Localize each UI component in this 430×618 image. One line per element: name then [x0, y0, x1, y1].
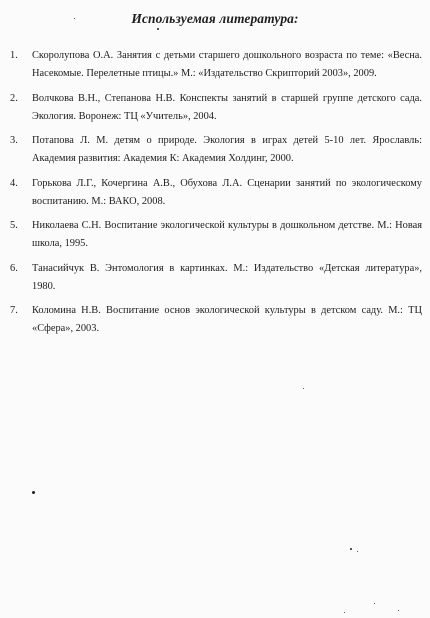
document-title: Используемая литература: — [131, 11, 299, 26]
scan-speck — [357, 551, 358, 552]
reference-number: 1. — [10, 50, 18, 61]
reference-number: 6. — [10, 262, 18, 274]
scan-speck — [374, 603, 375, 604]
reference-number: 4. — [10, 177, 18, 189]
reference-item — [10, 302, 422, 338]
scan-speck — [398, 610, 399, 611]
reference-text: Потапова Л. М. детям о природе. Экология в играх детей 5-10 лет. Ярославль: Академия развития: Академия К: Академия Холдинг, 2000. — [32, 135, 422, 164]
reference-text: Горькова Л.Г., Кочергина А.В., Обухова Л.А. Сценарии занятий по экологическому воспитанию. М.: ВАКО, 2008. — [32, 177, 422, 207]
reference-text: Николаева С.Н. Воспитание экологической культуры в дошкольном детстве. М.: Новая школа, 1995. — [32, 220, 422, 249]
reference-item — [10, 90, 422, 126]
reference-number: 2. — [10, 92, 18, 104]
reference-item — [10, 175, 422, 211]
reference-number: 5. — [10, 220, 18, 231]
reference-text: Танасийчук В. Энтомология в картинках. М.: Издательство «Детская литература», 1980. — [32, 262, 422, 292]
reference-item — [10, 260, 422, 296]
reference-number: 3. — [10, 135, 18, 146]
reference-item — [10, 47, 422, 83]
reference-text: Коломина Н.В. Воспитание основ экологической культуры в детском саду. М.: ТЦ «Сфера», 2003. — [32, 305, 422, 334]
scan-speck — [303, 388, 304, 389]
reference-item — [10, 217, 422, 253]
scan-speck — [32, 491, 35, 494]
scan-speck — [157, 28, 159, 30]
scan-speck — [344, 612, 345, 613]
reference-text: Скоролупова О.А. Занятия с детьми старшего дошкольного возраста по теме: «Весна. Насекомые. Перелетные птицы.» М.: «Издательство Скрипторий 2003», 2009. — [32, 50, 422, 79]
reference-text: Волчкова В.Н., Степанова Н.В. Конспекты занятий в старшей группе детского сада. Экология. Воронеж: ТЦ «Учитель», 2004. — [32, 92, 422, 122]
reference-list — [10, 47, 422, 345]
scan-speck — [350, 548, 352, 550]
reference-item — [10, 132, 422, 168]
reference-number: 7. — [10, 305, 18, 316]
scan-speck — [74, 18, 75, 19]
